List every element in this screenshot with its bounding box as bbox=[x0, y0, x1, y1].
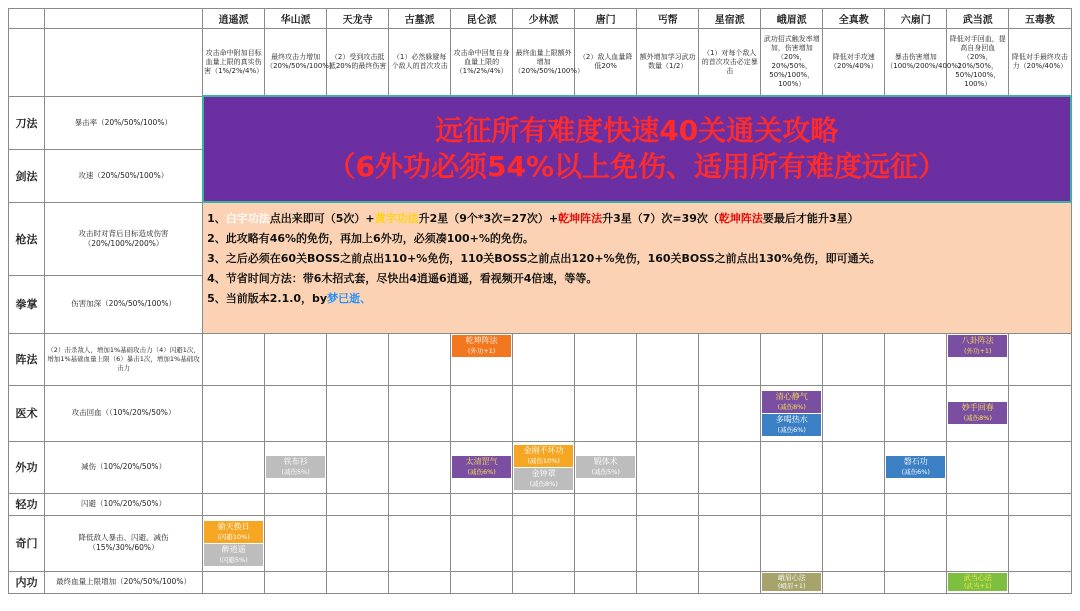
col-header[interactable]: 峨眉派 bbox=[761, 9, 823, 29]
row-header[interactable]: 刀法 bbox=[9, 96, 45, 149]
blank-cell bbox=[9, 29, 45, 97]
col-desc[interactable]: （1）必然躲避每个敌人的首次攻击 bbox=[389, 29, 451, 97]
col-header[interactable]: 丐帮 bbox=[637, 9, 699, 29]
title-banner bbox=[203, 96, 1071, 202]
skill-chip[interactable]: 醉逍遥 (闪避5%) bbox=[204, 544, 263, 566]
note-line-1: 1、白字功法点出来即可（5次）+黄字功法升2星（9个*3次=27次）+乾坤阵法升3星（7）次=39次（乾坤阵法要最后才能升3星） bbox=[207, 212, 859, 225]
note-line-5: 5、当前版本2.1.0，by梦已逝、 bbox=[207, 292, 372, 305]
row-desc[interactable]: 最终血量上限增加（20%/50%/100%） bbox=[45, 571, 203, 593]
row-zhen bbox=[9, 333, 1072, 385]
banner-line-1: 远征所有难度快速40关通关攻略 bbox=[435, 114, 839, 147]
note-line-3: 3、之后必须在60关BOSS之前点出110+%免伤，110关BOSS之前点出120+%免伤，160关BOSS之前点出130%免伤，即可通关。 bbox=[207, 252, 881, 265]
skill-chip[interactable]: 八卦阵法 (外功+1) bbox=[948, 335, 1007, 357]
skill-chip[interactable]: 妙手回春 (减伤8%) bbox=[948, 402, 1007, 424]
col-header[interactable]: 武当派 bbox=[947, 9, 1009, 29]
col-desc[interactable]: （2）受到攻击抵抵20%的最终伤害 bbox=[327, 29, 389, 97]
col-header[interactable]: 唐门 bbox=[575, 9, 637, 29]
col-header[interactable]: 古墓派 bbox=[389, 9, 451, 29]
col-header[interactable]: 华山派 bbox=[265, 9, 327, 29]
description-row bbox=[9, 29, 1072, 97]
row-nei bbox=[9, 571, 1072, 593]
row-header[interactable]: 剑法 bbox=[9, 149, 45, 202]
row-desc[interactable]: 攻击回血（（10%/20%/50%） bbox=[45, 385, 203, 441]
blank-cell bbox=[45, 29, 203, 97]
skill-chip[interactable]: 铁布衫 (减伤5%) bbox=[266, 456, 325, 478]
row-header[interactable]: 内功 bbox=[9, 571, 45, 593]
note-line-4: 4、节省时间方法：带6木招式套，尽快出4逍遥6逍遥，看视频开4倍速，等等。 bbox=[207, 272, 598, 285]
row-header[interactable]: 医术 bbox=[9, 385, 45, 441]
col-desc[interactable]: 攻击命中回复自身血量上限的（1%/2%/4%） bbox=[451, 29, 513, 97]
col-header[interactable]: 少林派 bbox=[513, 9, 575, 29]
skill-chip[interactable]: 武当心法 (武当+1) bbox=[948, 573, 1007, 591]
col-header[interactable]: 五毒教 bbox=[1009, 9, 1071, 29]
row-desc[interactable]: （2）击杀敌人，增加1%基础攻击力（4）闪避1次，增加1%基础血量上限（6）暴击1次，增加1%基础攻击力 bbox=[45, 333, 203, 385]
col-header[interactable]: 逍遥派 bbox=[203, 9, 265, 29]
row-header[interactable]: 枪法 bbox=[9, 202, 45, 275]
skill-chip[interactable]: 清心静气 (减伤8%) bbox=[762, 391, 821, 413]
skill-chip[interactable]: 峨眉心法 (峨眉+1) bbox=[762, 573, 821, 591]
corner-cell bbox=[9, 9, 45, 29]
row-dao bbox=[9, 96, 1072, 149]
col-desc[interactable]: 暴击伤害增加（100%/200%/400%） bbox=[885, 29, 947, 97]
col-desc[interactable]: （1）对每个敌人的首次攻击必定暴击 bbox=[699, 29, 761, 97]
strategy-notes bbox=[203, 202, 1071, 333]
row-desc[interactable]: 攻击时对背后目标造成伤害（20%/100%/200%） bbox=[45, 202, 203, 275]
row-yi bbox=[9, 385, 1072, 441]
row-header[interactable]: 外功 bbox=[9, 441, 45, 493]
col-desc[interactable]: 降低对手最终攻击力（20%/40%） bbox=[1009, 29, 1071, 97]
sect-skill-table bbox=[8, 8, 1072, 594]
row-qing bbox=[9, 493, 1072, 515]
row-qimen bbox=[9, 515, 1072, 571]
row-header[interactable]: 奇门 bbox=[9, 515, 45, 571]
col-desc[interactable]: 降低对手回血，提高自身回血（20%，20%/50%，50%/100%，100%） bbox=[947, 29, 1009, 97]
row-desc[interactable]: 闪避（10%/20%/50%） bbox=[45, 493, 203, 515]
col-desc[interactable]: 最终攻击力增加（20%/50%/100%） bbox=[265, 29, 327, 97]
skill-chip[interactable]: 乾坤阵法 (外功+1) bbox=[452, 335, 511, 357]
row-header[interactable]: 拳掌 bbox=[9, 275, 45, 333]
row-desc[interactable]: 伤害加深（20%/50%/100%） bbox=[45, 275, 203, 333]
header-row bbox=[9, 9, 1072, 29]
col-header[interactable]: 昆仑派 bbox=[451, 9, 513, 29]
skill-chip[interactable]: 偷天换日 (闪避10%) bbox=[204, 521, 263, 543]
col-desc[interactable]: 最终血量上限额外增加（20%/50%/100%） bbox=[513, 29, 575, 97]
banner-line-2: （6外功必须54%以上免伤、适用所有难度远征） bbox=[327, 150, 947, 183]
skill-chip[interactable]: 金刚不坏功 (减伤10%) bbox=[514, 445, 573, 467]
row-header[interactable]: 轻功 bbox=[9, 493, 45, 515]
row-qiang bbox=[9, 202, 1072, 275]
skill-chip[interactable]: 多喝热水 (减伤6%) bbox=[762, 414, 821, 436]
skill-chip[interactable]: 磐石功 (减伤6%) bbox=[886, 456, 945, 478]
col-desc[interactable]: 额外增加学习武功数量（1/2） bbox=[637, 29, 699, 97]
row-desc[interactable]: 攻速（20%/50%/100%） bbox=[45, 149, 203, 202]
skill-chip[interactable]: 太清罡气 (减伤6%) bbox=[452, 456, 511, 478]
row-desc[interactable]: 暴击率（20%/50%/100%） bbox=[45, 96, 203, 149]
col-desc[interactable]: 降低对手攻速（20%/40%） bbox=[823, 29, 885, 97]
col-desc[interactable]: 武功招式触发率增加，伤害增加（20%，20%/50%，50%/100%，100%） bbox=[761, 29, 823, 97]
col-header[interactable]: 天龙寺 bbox=[327, 9, 389, 29]
skill-chip[interactable]: 金钟罩 (减伤8%) bbox=[514, 468, 573, 490]
skill-chip[interactable]: 锻体术 (减伤5%) bbox=[576, 456, 635, 478]
col-header[interactable]: 星宿派 bbox=[699, 9, 761, 29]
row-header[interactable]: 阵法 bbox=[9, 333, 45, 385]
row-desc[interactable]: 降低敌人暴击、闪避、减伤（15%/30%/60%） bbox=[45, 515, 203, 571]
col-header[interactable]: 六扇门 bbox=[885, 9, 947, 29]
col-desc[interactable]: 攻击命中附加目标血量上限的真实伤害（1%/2%/4%） bbox=[203, 29, 265, 97]
col-header[interactable]: 全真教 bbox=[823, 9, 885, 29]
corner-cell-2 bbox=[45, 9, 203, 29]
col-desc[interactable]: （2）敌人血量降低20% bbox=[575, 29, 637, 97]
note-line-2: 2、此攻略有46%的免伤，再加上6外功，必须凑100+%的免伤。 bbox=[207, 232, 534, 245]
row-desc[interactable]: 减伤（10%/20%/50%） bbox=[45, 441, 203, 493]
row-wai bbox=[9, 441, 1072, 493]
